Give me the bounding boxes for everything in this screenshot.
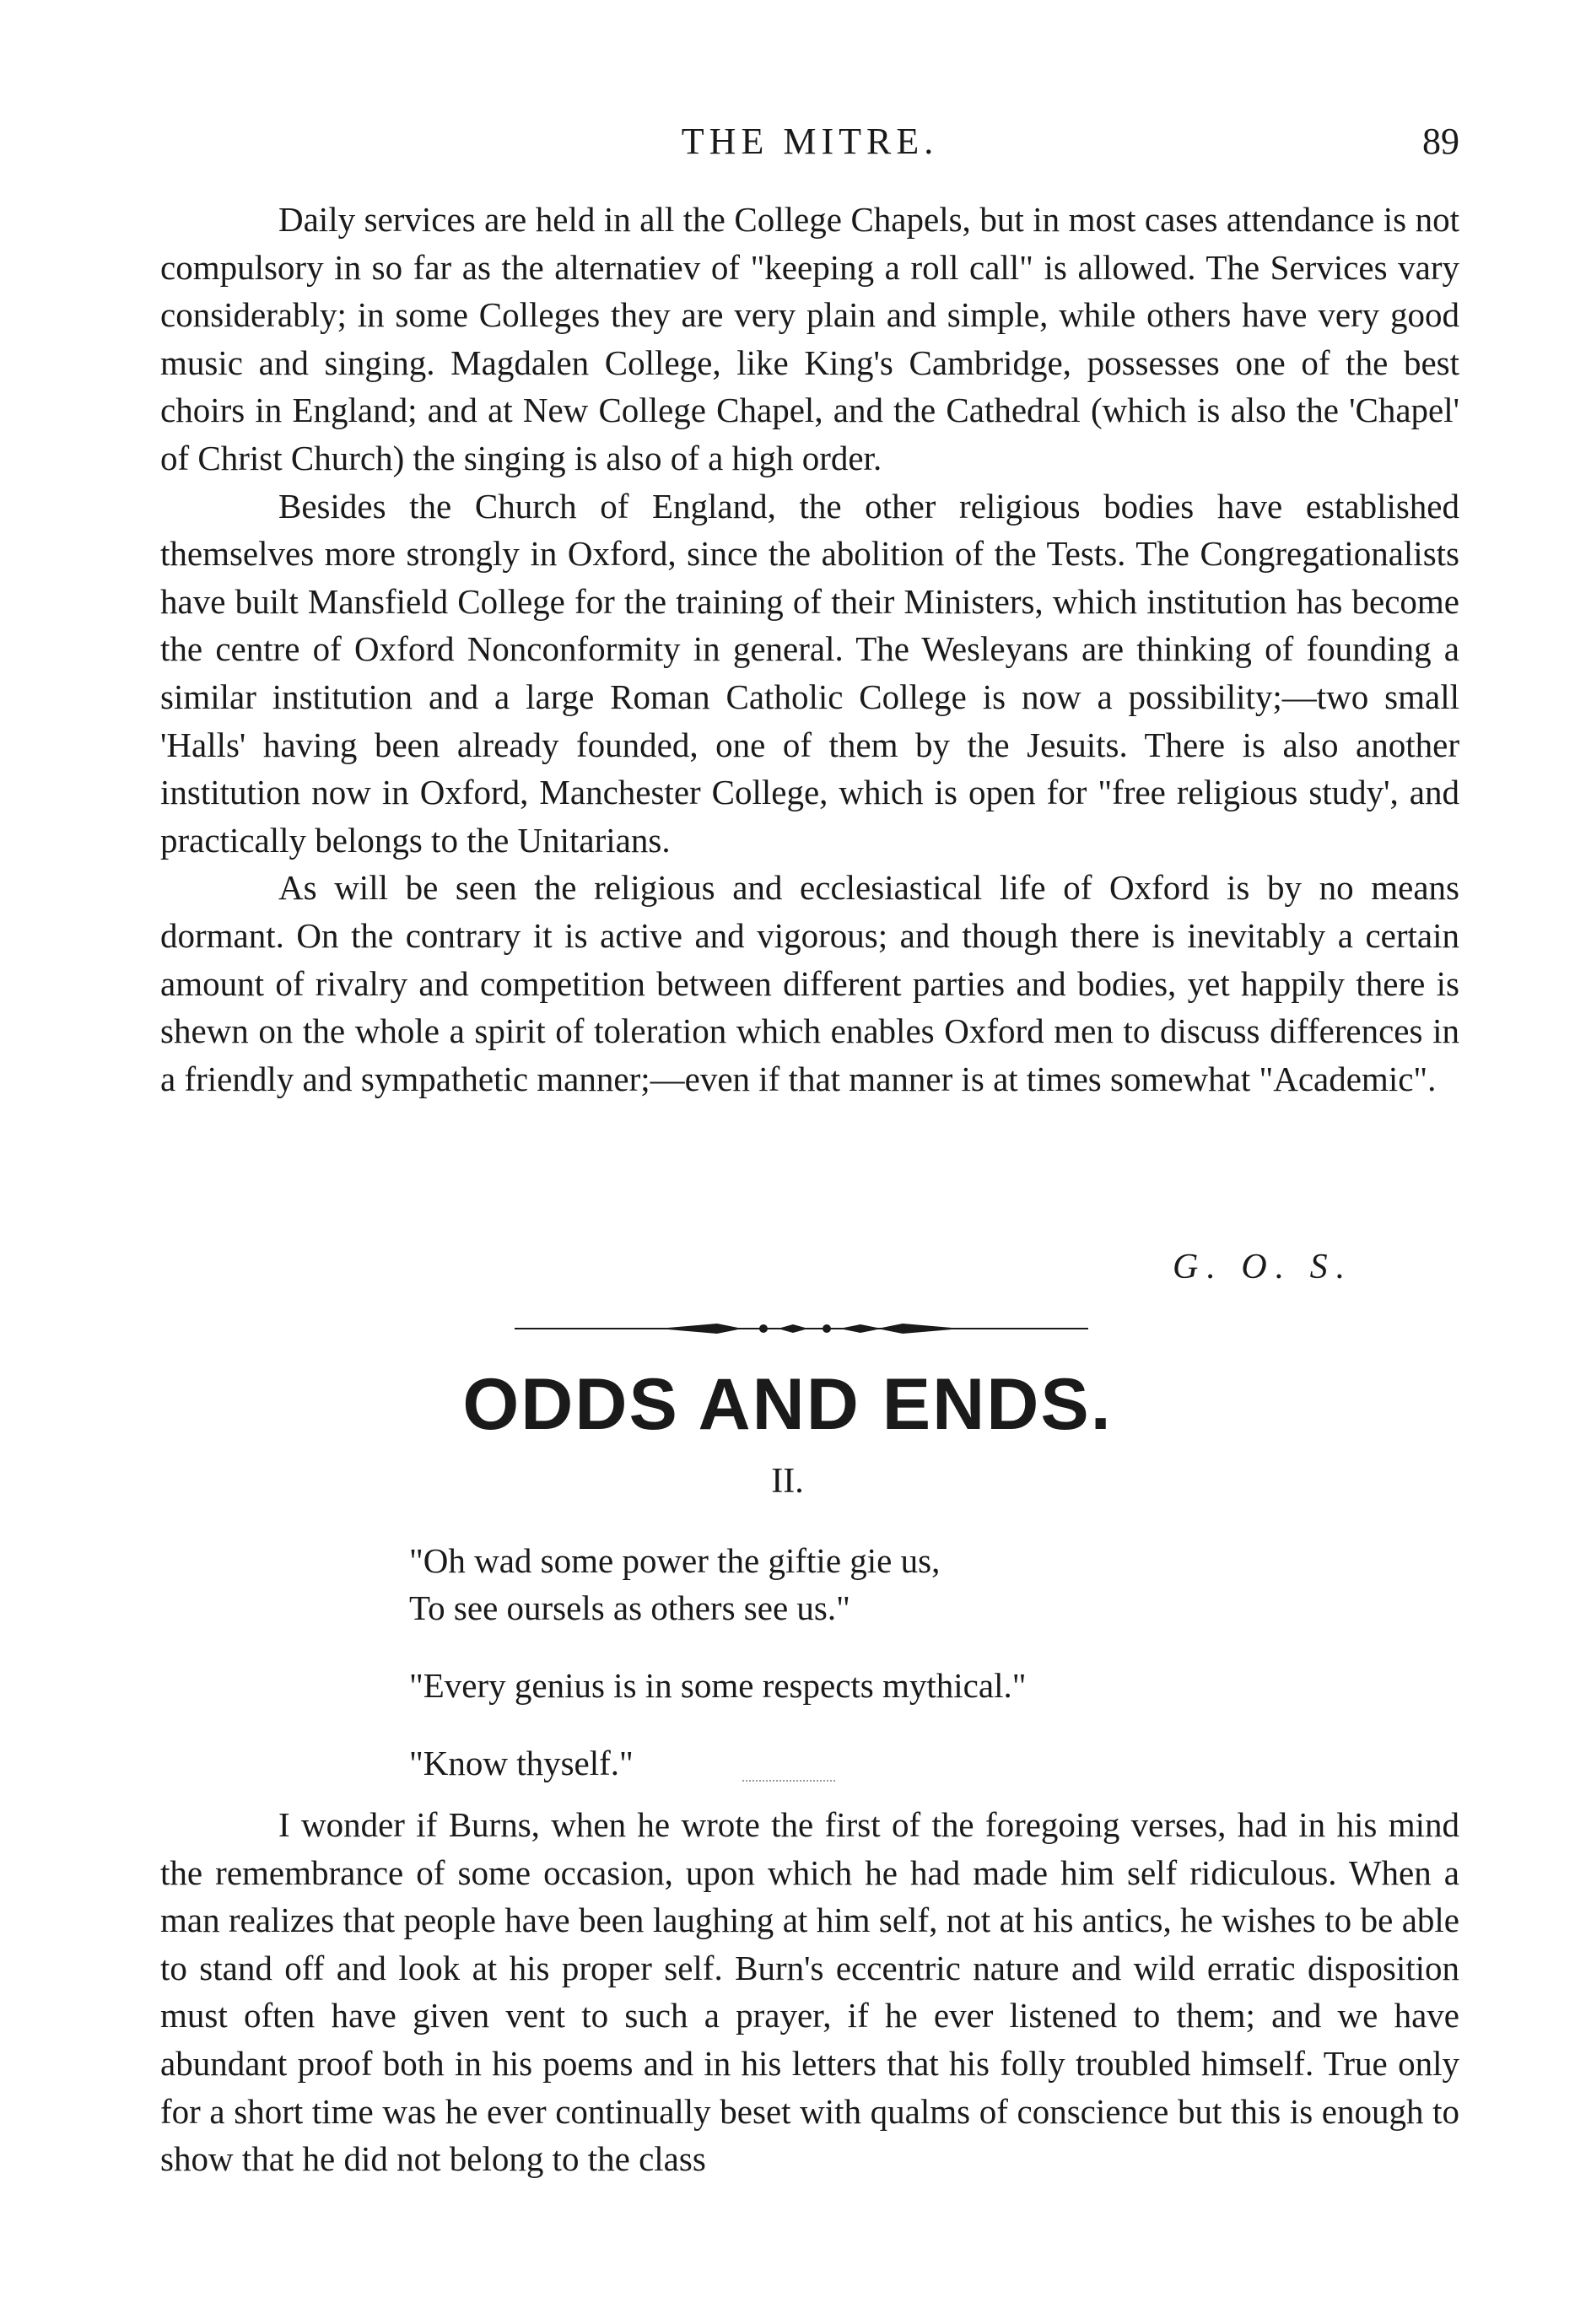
- page-number: 89: [1422, 121, 1459, 162]
- odds-and-ends-text: [160, 1801, 1459, 2183]
- author-signature: G. O. S.: [1173, 1248, 1354, 1286]
- article-continuation: [160, 196, 1459, 1103]
- section-number: II.: [771, 1462, 804, 1501]
- section-divider-ornament: [515, 1312, 1088, 1345]
- small-divider: [742, 1780, 835, 1783]
- epigraph-know-thyself: "Know thyself.": [409, 1744, 634, 1782]
- epigraph-burns-line-1: "Oh wad some power the giftie gie us,: [409, 1541, 941, 1580]
- paragraph-conclusion: As will be seen the religious and ecclesiastical life of Oxford is by no means dormant. On the contrary it is active and vigorous; and though there is inevitably a certain amount of rivalry and competition between different parties and bodies, yet happily there is shewn on the whole a spirit of toleration which enables Oxford men to discuss differences in a friendly and sympathetic manner;—even if that manner is at times somewhat "Academic".: [160, 868, 1459, 1098]
- paragraph-burns: I wonder if Burns, when he wrote the first of the foregoing verses, had in his mind the remembrance of some occasion, upon which he had made him self ridiculous. When a man realizes that people have been laughing at him self, not at his antics, he wishes to be able to stand off and look at his proper self. Burn's eccentric nature and wild erratic disposition must often have given vent to such a prayer, if he ever listened to them; and we have abundant proof both in his poems and in his letters that his folly troubled himself. True only for a short time was he ever continually beset with qualms of conscience but this is enough to show that he did not belong to the class: [160, 1805, 1459, 2179]
- epigraph-burns-line-2: To see oursels as others see us.": [409, 1588, 850, 1627]
- epigraph-genius: "Every genius is in some respects mythical.": [409, 1666, 1027, 1705]
- page-header: [160, 116, 1459, 167]
- paragraph-religious-bodies: Besides the Church of England, the other religious bodies have established themselves more strongly in Oxford, since the abolition of the Tests. The Congregationalists have built Mansfield College for the training of their Ministers, which institution has become the centre of Oxford Nonconformity in general. The Wesleyans are thinking of founding a similar institution and a large Roman Catholic College is now a possibility;—two small 'Halls' having been already founded, one of them by the Jesuits. There is also another institution now in Oxford, Manchester College, which is open for "free religious study', and practically belongs to the Unitarians.: [160, 486, 1459, 860]
- epigraphs: [409, 1537, 1337, 1787]
- section-title: ODDS AND ENDS.: [462, 1364, 1113, 1445]
- running-title: THE MITRE.: [681, 121, 939, 162]
- paragraph-chapels: Daily services are held in all the College Chapels, but in most cases attendance is not compulsory in so far as the alternatiev of "keeping a roll call" is allowed. The Services vary considerably; in some Colleges they are very plain and simple, while others have very good music and singing. Magdalen College, like King's Cambridge, possesses one of the best choirs in England; and at New College Chapel, and the Cathedral (which is also the 'Chapel' of Christ Church) the singing is also of a high order.: [160, 200, 1459, 477]
